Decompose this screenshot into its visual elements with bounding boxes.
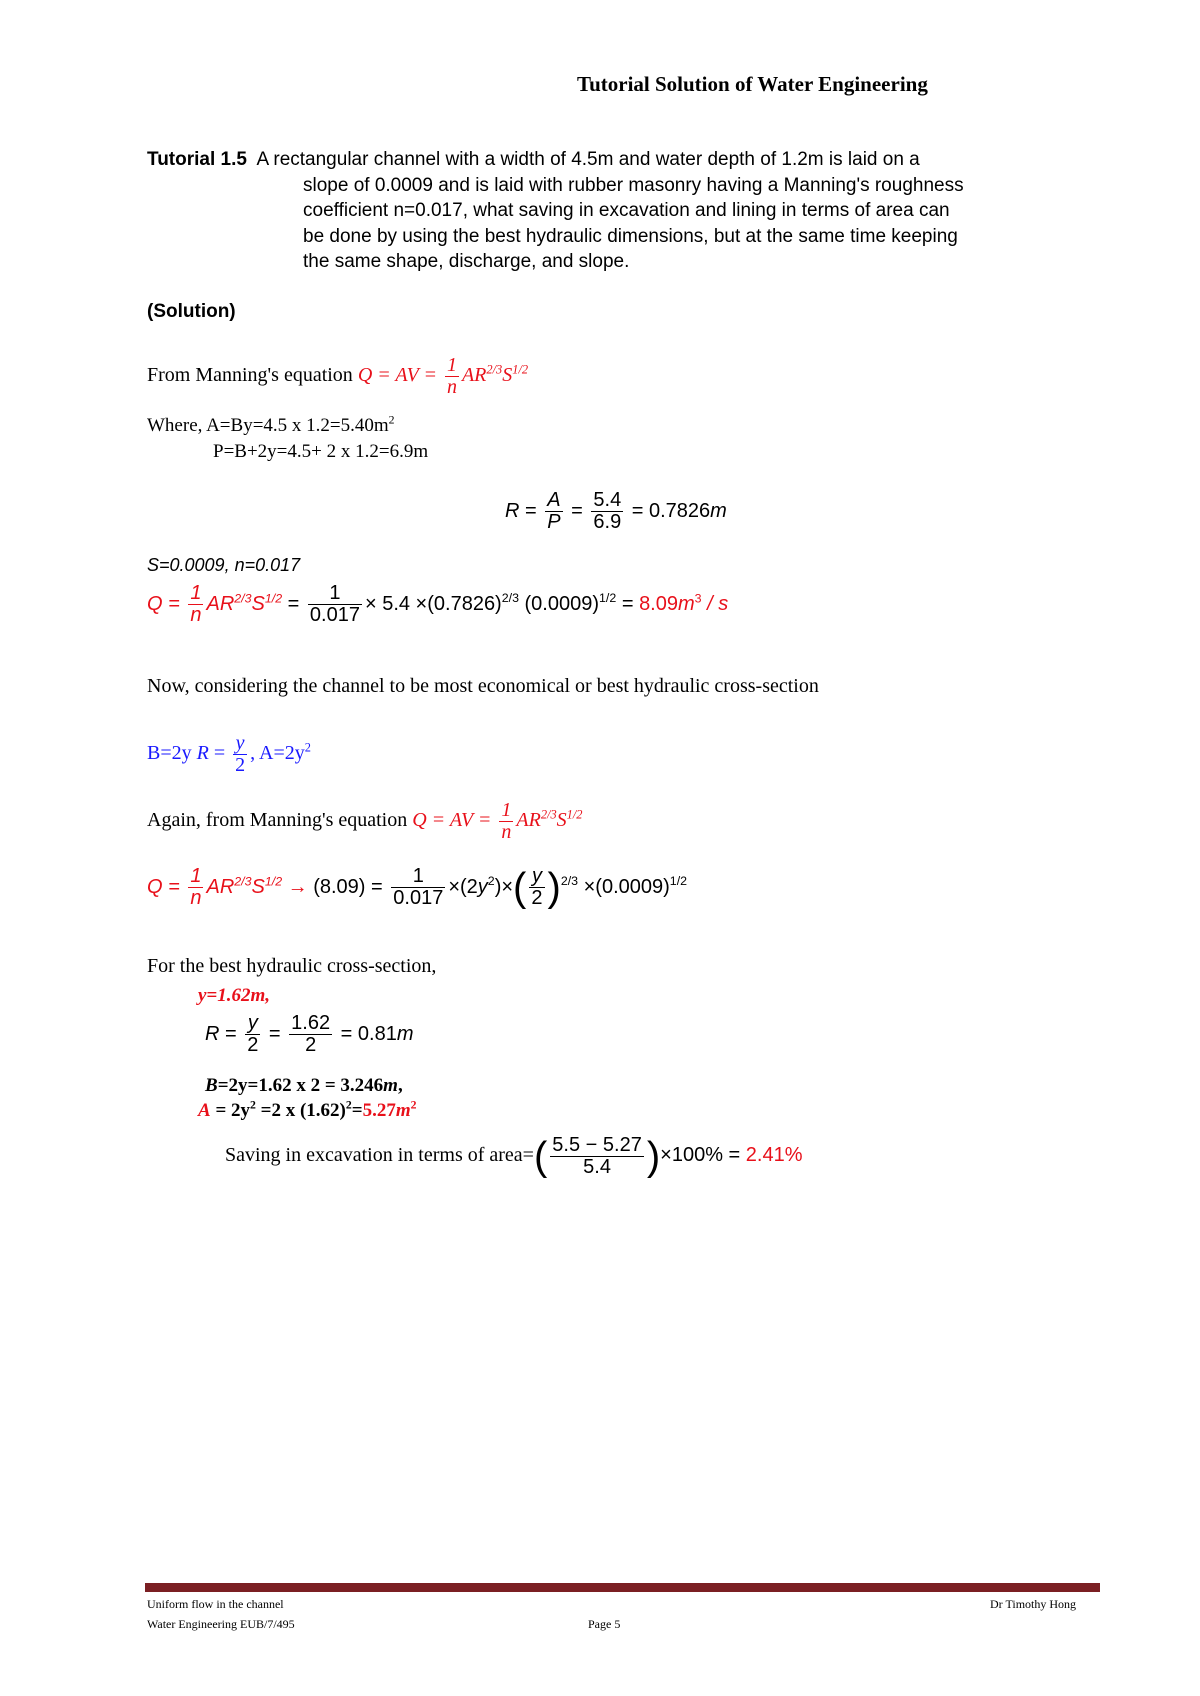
best-section-intro: Now, considering the channel to be most economical or best hydraulic cross-section <box>147 675 819 697</box>
footer-topic: Uniform flow in the channel <box>147 1597 284 1611</box>
best-width-condition: B=2y <box>147 742 192 765</box>
problem-statement <box>147 147 964 275</box>
problem-label: Tutorial 1.5 <box>147 149 247 170</box>
again-intro: Again, from Manning's equation <box>147 809 408 832</box>
best-area-value: 5.27 <box>362 1100 396 1121</box>
best-section-conditions: B=2y R = $\frac{y}{2}$ , $A=2y^2$ <box>147 732 311 776</box>
saving-denominator: 5.4 <box>583 1156 611 1178</box>
saving-equation: Saving in excavation in terms of area=( $\frac{5.5 - 5.27}{5.4}$ )×100% = 2.41% <box>225 1134 803 1179</box>
footer-divider <box>145 1583 1100 1592</box>
discharge-result: 8.09 <box>639 592 678 615</box>
problem-line-4: be done by using the best hydraulic dimensions, but at the same time keeping <box>303 225 958 247</box>
best-discharge-equation: Q = $\frac{1}{n}$ $AR^{2/3}S^{1/2} \to (8.09)$ = $\frac{1}{0.017}$ $\times(2y^2)\times$( $\frac{y}{2}$ )$^{2/3} \times(0.0009)^{1/2}$ <box>147 865 688 910</box>
best-radius-value: 0.81 <box>357 1022 397 1045</box>
problem-line-2: slope of 0.0009 and is laid with rubber masonry having a Manning's roughness <box>303 174 964 196</box>
best-area-line: $A = 2y^2 =2$ x $(1.62)^2=5.27m^2$ <box>198 1098 417 1121</box>
problem-line-5: the same shape, discharge, and slope. <box>303 251 630 272</box>
best-area-mid: =2 x (1.62) <box>260 1100 346 1121</box>
footer-course: Water Engineering EUB/7/495 <box>147 1617 295 1631</box>
page-header-title: Tutorial Solution of Water Engineering <box>577 72 928 96</box>
problem-line-3: coefficient n=0.017, what saving in excavation and lining in terms of area can <box>303 200 950 221</box>
r-value: 0.7826 <box>649 499 711 522</box>
area-text: Where, A=By=4.5 x 1.2=5.40m <box>147 415 389 436</box>
solution-heading: (Solution) <box>147 301 236 322</box>
known-discharge: (8.09) <box>313 875 366 898</box>
manning-formula: Q = AV = $\frac{1}{n}$ $AR^{2/3}S^{1/2}$ <box>357 354 529 398</box>
perimeter-text: P=B+2y=4.5+ 2 x 1.2=6.9m <box>213 441 429 462</box>
saving-percentage: 2.41% <box>745 1144 803 1167</box>
slope-roughness-values: S=0.0009, n=0.017 <box>147 555 301 575</box>
problem-line-1: A rectangular channel with a width of 4.5m and water depth of 1.2m is laid on a <box>256 149 920 170</box>
saving-numerator: 5.5 − 5.27 <box>552 1134 642 1156</box>
manning-again-line: Again, from Manning's equation Q = AV = $\frac{1}{n}$ $AR^{2/3}S^{1/2}$ <box>147 799 583 843</box>
manning-equation-line <box>147 355 528 398</box>
hydraulic-radius-equation: R = $\frac{A}{P}$ = $\frac{5.4}{6.9}$ = 0.7826m <box>505 489 727 533</box>
depth-result: y=1.62m, <box>198 985 271 1006</box>
area-line: Where, A=By=4.5 x $1.2=5.40m^2$ <box>147 413 395 436</box>
footer-author: Dr Timothy Hong <box>990 1597 1077 1611</box>
best-area-condition: , A=2y <box>250 742 305 765</box>
best-width-result: =2y=1.62 x 2 = 3.246 <box>217 1075 384 1096</box>
saving-label: Saving in excavation in terms of area= <box>225 1144 534 1167</box>
footer-page-number: Page 5 <box>588 1617 621 1631</box>
best-section-result-intro: For the best hydraulic cross-section, <box>147 955 437 977</box>
best-area-pre: = 2y <box>215 1100 251 1121</box>
best-radius-equation: R = $\frac{y}{2}$ = $\frac{1.62}{2}$ = 0.81m <box>205 1012 414 1056</box>
manning-intro: From Manning's equation <box>147 364 353 387</box>
best-width-line: B=2y=1.62 x 2 = 3.246m, <box>205 1075 403 1096</box>
discharge-calculation: Q = $\frac{1}{n}$ $AR^{2/3}S^{1/2}$ = $\frac{1}{0.017}$ × $5.4 \times(0.7826)^{2/3}$ $(0.0009)^{1/2} = 8.09m^3 / s$ <box>147 582 729 626</box>
